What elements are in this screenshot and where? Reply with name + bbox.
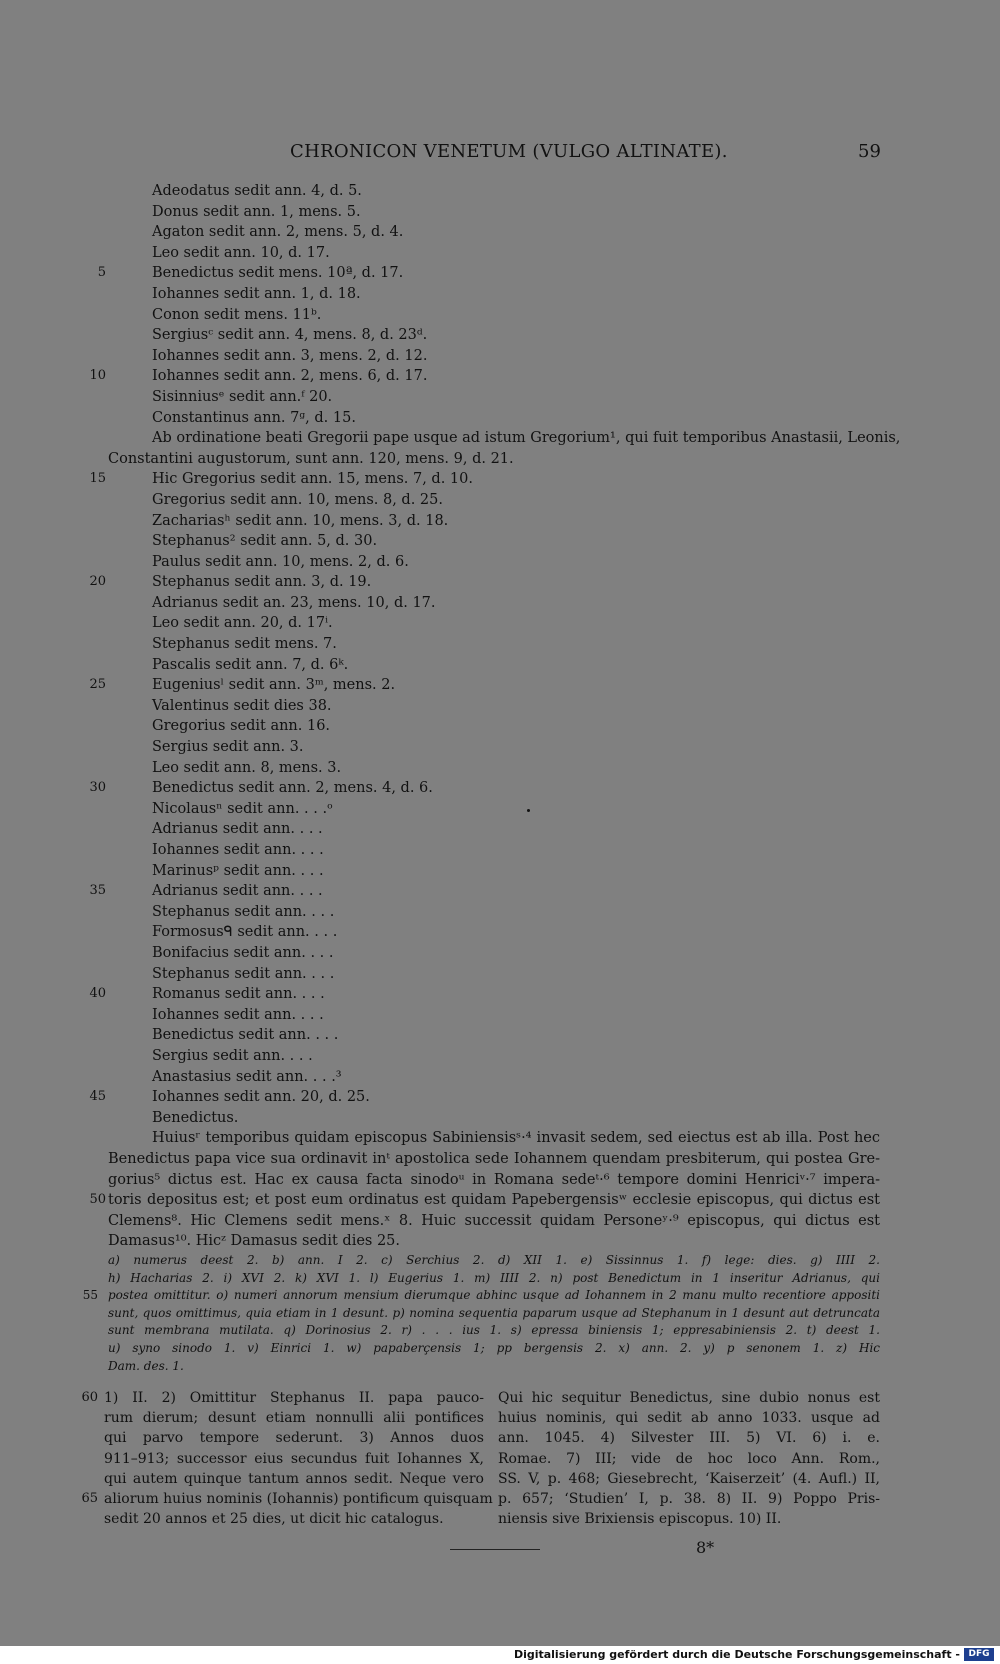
explanatory-notes — [0, 1388, 1000, 1529]
text-line — [0, 696, 1000, 717]
text-line — [0, 675, 1000, 696]
dfg-logo: DFG — [964, 1648, 994, 1661]
text-line — [0, 881, 1000, 902]
text-line — [0, 1067, 1000, 1088]
footnote-line — [0, 1322, 1000, 1340]
line-text: Constantini augustorum, sunt ann. 120, mens. 9, d. 21. — [108, 450, 514, 467]
text-line — [0, 222, 1000, 243]
line-text: Conon sedit mens. 11ᵇ. — [152, 306, 322, 323]
text-line — [0, 902, 1000, 923]
line-text: Iohannes sedit ann. 20, d. 25. — [152, 1089, 370, 1106]
line-text: Adrianus sedit ann. . . . — [152, 821, 323, 838]
line-text: Stephanus sedit ann. . . . — [152, 965, 335, 982]
text-line — [0, 593, 1000, 614]
line-text: Sergius sedit ann. . . . — [152, 1047, 313, 1064]
line-number: 65 — [81, 1490, 98, 1506]
text-line — [0, 840, 1000, 861]
note-left-column: 1) II. 2) Omittitur Stephanus II. papa pauco- — [104, 1390, 484, 1406]
line-text: Iohannes sedit ann. 3, mens. 2, d. 12. — [152, 347, 428, 364]
text-line — [0, 716, 1000, 737]
note-right-column: Qui hic sequitur Benedictus, sine dubio nonus est — [498, 1390, 880, 1406]
line-number: 40 — [89, 986, 106, 1002]
line-text: Constantinus ann. 7ᵍ, d. 15. — [152, 409, 356, 426]
line-number: 5 — [97, 265, 106, 281]
note-left-column: qui parvo tempore sederunt. 3) Annos duos — [104, 1430, 484, 1447]
footnote-text: sunt, quos omittimus, quia etiam in 1 desunt. p) nomina sequentia paparum usque ad Stephanum in 1 desunt aut detruncata — [108, 1305, 880, 1320]
text-line — [0, 366, 1000, 387]
text-line — [0, 552, 1000, 573]
line-text: Adrianus sedit ann. . . . — [152, 883, 323, 900]
line-text: Hic Gregorius sedit ann. 15, mens. 7, d. 10. — [152, 471, 473, 488]
line-number: 10 — [89, 368, 106, 384]
line-text: Bonifacius sedit ann. . . . — [152, 944, 334, 961]
line-number: 45 — [89, 1089, 106, 1105]
line-text: Iohannes sedit ann. 1, d. 18. — [152, 285, 361, 302]
line-text: gorius⁵ dictus est. Hac ex causa facta sinodoᵘ in Romana sedeᵗ·⁶ tempore domini Henriciᵛ·⁷ impera- — [108, 1171, 880, 1188]
line-text: Marinusᵖ sedit ann. . . . — [152, 862, 324, 879]
footnote-text: h) Hacharias 2. i) XVI 2. k) XVI 1. l) Eugerius 1. m) IIII 2. n) post Benedictum in 1 inseritur Adrianus, qui — [108, 1270, 880, 1285]
text-line — [0, 572, 1000, 593]
line-text: Donus sedit ann. 1, mens. 5. — [152, 203, 361, 220]
footnote-text: sunt membrana mutilata. q) Dorinosius 2. r) . . . ius 1. s) epressa biniensis 1; eppresabiniensis 2. t) deest 1. — [108, 1323, 880, 1338]
text-line — [0, 263, 1000, 284]
line-text: Nicolausⁿ sedit ann. . . .ᵒ — [152, 800, 333, 817]
text-line — [0, 1108, 1000, 1129]
note-left-column: rum dierum; desunt etiam nonnulli alii pontifices — [104, 1410, 484, 1427]
text-line — [0, 1128, 1000, 1149]
line-text: Benedictus sedit mens. 10ª, d. 17. — [152, 265, 404, 282]
line-text: Stephanus² sedit ann. 5, d. 30. — [152, 533, 378, 550]
line-text: Benedictus. — [152, 1109, 239, 1126]
line-text: Iohannes sedit ann. 2, mens. 6, d. 17. — [152, 368, 428, 385]
text-line — [0, 634, 1000, 655]
text-line — [0, 449, 1000, 470]
line-text: Romanus sedit ann. . . . — [152, 986, 325, 1003]
text-line — [0, 305, 1000, 326]
text-line — [0, 943, 1000, 964]
digitization-footer — [0, 1646, 1000, 1664]
line-text: Ab ordinatione beati Gregorii pape usque ad istum Gregorium¹, qui fuit temporibus Anastasii, Leonis, — [152, 430, 901, 447]
text-line — [0, 1046, 1000, 1067]
text-line — [0, 613, 1000, 634]
text-line — [0, 737, 1000, 758]
text-line — [0, 984, 1000, 1005]
footnote-line — [0, 1305, 1000, 1323]
text-line — [0, 861, 1000, 882]
note-right-column: niensis sive Brixiensis episcopus. 10) II. — [498, 1511, 782, 1528]
note-right-column: Romae. 7) III; vide de hoc loco Ann. Rom., — [498, 1450, 880, 1467]
footnote-line — [0, 1358, 1000, 1376]
running-header — [0, 141, 1000, 165]
text-line — [0, 202, 1000, 223]
line-text: Adeodatus sedit ann. 4, d. 5. — [152, 183, 362, 199]
text-line — [0, 325, 1000, 346]
line-text: Zachariasʰ sedit ann. 10, mens. 3, d. 18. — [152, 512, 449, 529]
line-text: Paulus sedit ann. 10, mens. 2, d. 6. — [152, 553, 409, 570]
line-text: Stephanus sedit ann. . . . — [152, 903, 335, 920]
text-line — [0, 387, 1000, 408]
footnote-line — [0, 1287, 1000, 1305]
text-line — [0, 408, 1000, 429]
text-line — [0, 655, 1000, 676]
footnote-text: a) numerus deest 2. b) ann. I 2. c) Serchius 2. d) XII 1. e) Sissinnus 1. f) lege: dies. g) IIII 2. — [108, 1253, 880, 1267]
separator-rule — [450, 1549, 540, 1550]
line-text: Gregorius sedit ann. 16. — [152, 718, 331, 735]
note-left-column: qui autem quinque tantum annos sedit. Neque vero — [104, 1470, 484, 1487]
text-line — [0, 1190, 1000, 1211]
note-line — [0, 1408, 1000, 1428]
note-left-column: 911–913; successor eius secundus fuit Iohannes X, — [104, 1450, 484, 1467]
text-line — [0, 922, 1000, 943]
note-left-column: aliorum huius nominis (Iohannis) pontificum quisquam — [104, 1490, 493, 1507]
line-number: 60 — [81, 1390, 98, 1405]
chronicle-text — [0, 181, 1000, 1252]
line-text: Formosusᑫ sedit ann. . . . — [152, 924, 338, 941]
line-text: Benedictus sedit ann. 2, mens. 4, d. 6. — [152, 780, 433, 797]
text-line — [0, 1149, 1000, 1170]
page-number: 59 — [858, 141, 881, 162]
note-line — [0, 1509, 1000, 1529]
text-line — [0, 758, 1000, 779]
line-text: Gregorius sedit ann. 10, mens. 8, d. 25. — [152, 491, 443, 508]
text-line — [0, 284, 1000, 305]
line-number: 20 — [89, 574, 106, 590]
footnote-text: Dam. des. 1. — [108, 1358, 184, 1373]
critical-apparatus — [0, 1252, 1000, 1375]
line-text: Leo sedit ann. 10, d. 17. — [152, 244, 330, 261]
text-line — [0, 799, 1000, 820]
text-line — [0, 428, 1000, 449]
text-line — [0, 964, 1000, 985]
line-text: Stephanus sedit mens. 7. — [152, 636, 337, 653]
line-text: Clemens⁸. Hic Clemens sedit mens.ˣ 8. Huic successit quidam Personeʸ·⁹ episcopus, qui dictus est — [108, 1212, 880, 1229]
text-line — [0, 1231, 1000, 1252]
line-text: Leo sedit ann. 8, mens. 3. — [152, 759, 342, 776]
text-line — [0, 1211, 1000, 1232]
line-text: Pascalis sedit ann. 7, d. 6ᵏ. — [152, 656, 349, 673]
signature-mark: 8* — [696, 1538, 715, 1557]
note-line — [0, 1469, 1000, 1489]
ink-speck — [527, 809, 530, 812]
line-text: Iohannes sedit ann. . . . — [152, 1006, 324, 1023]
text-line — [0, 778, 1000, 799]
text-line — [0, 511, 1000, 532]
line-number: 25 — [89, 677, 106, 693]
note-line — [0, 1388, 1000, 1408]
line-text: Valentinus sedit dies 38. — [152, 697, 332, 714]
line-text: Leo sedit ann. 20, d. 17ⁱ. — [152, 615, 333, 632]
line-text: Damasus¹⁰. Hicᶻ Damasus sedit dies 25. — [108, 1233, 401, 1250]
footer-credit: Digitalisierung gefördert durch die Deutsche Forschungsgemeinschaft - — [513, 1648, 960, 1661]
line-text: Benedictus papa vice sua ordinavit inᵗ apostolica sede Iohannem quendam presbiterum, qui postea Gre- — [108, 1150, 880, 1167]
line-number: 15 — [89, 471, 106, 487]
note-right-column: huius nominis, qui sedit ab anno 1033. usque ad — [498, 1410, 880, 1427]
line-text: Iohannes sedit ann. . . . — [152, 842, 324, 858]
text-line — [0, 819, 1000, 840]
line-text: Agaton sedit ann. 2, mens. 5, d. 4. — [152, 224, 404, 241]
footnote-text: postea omittitur. o) numeri annorum mensium dierumque abhinc usque ad Iohannem in 2 manu multo recentiore appositi — [108, 1288, 880, 1303]
line-text: Huiusʳ temporibus quidam episcopus Sabiniensisˢ·⁴ invasit sedem, sed eiectus est ab illa. Post hec — [152, 1130, 880, 1147]
text-line — [0, 1005, 1000, 1026]
text-line — [0, 469, 1000, 490]
note-right-column: p. 657; ‘Studien’ I, p. 38. 8) II. 9) Poppo Pris- — [498, 1490, 880, 1507]
line-number: 35 — [89, 883, 106, 899]
line-text: Eugeniusˡ sedit ann. 3ᵐ, mens. 2. — [152, 677, 396, 694]
text-line — [0, 1025, 1000, 1046]
line-number: 50 — [89, 1192, 106, 1208]
running-title: CHRONICON VENETUM (VULGO ALTINATE). — [290, 141, 728, 162]
text-line — [0, 1170, 1000, 1191]
line-number: 30 — [89, 780, 106, 796]
note-line — [0, 1428, 1000, 1448]
note-right-column: ann. 1045. 4) Silvester III. 5) VI. 6) i. e. — [498, 1430, 880, 1447]
text-line — [0, 490, 1000, 511]
line-number: 55 — [82, 1288, 98, 1303]
footnote-line — [0, 1270, 1000, 1288]
line-text: toris depositus est; et post eum ordinatus est quidam Papebergensisʷ ecclesie episcopus, qui dictus est — [108, 1192, 880, 1209]
line-text: Adrianus sedit an. 23, mens. 10, d. 17. — [152, 594, 436, 611]
text-line — [0, 181, 1000, 202]
line-text: Sisinniusᵉ sedit ann.ᶠ 20. — [152, 388, 333, 405]
line-text: Sergiusᶜ sedit ann. 4, mens. 8, d. 23ᵈ. — [152, 327, 428, 344]
note-left-column: sedit 20 annos et 25 dies, ut dicit hic catalogus. — [104, 1511, 444, 1528]
line-text: Benedictus sedit ann. . . . — [152, 1027, 339, 1044]
text-line — [0, 531, 1000, 552]
line-text: Anastasius sedit ann. . . .³ — [152, 1068, 342, 1085]
note-right-column: SS. V, p. 468; Giesebrecht, ‘Kaiserzeit’ (4. Aufl.) II, — [498, 1470, 880, 1487]
note-line — [0, 1489, 1000, 1509]
text-line — [0, 1087, 1000, 1108]
text-line — [0, 243, 1000, 264]
footnote-line — [0, 1252, 1000, 1270]
line-text: Sergius sedit ann. 3. — [152, 739, 304, 756]
text-line — [0, 346, 1000, 367]
line-text: Stephanus sedit ann. 3, d. 19. — [152, 574, 372, 591]
footnote-line — [0, 1340, 1000, 1358]
footnote-text: u) syno sinodo 1. v) Einrici 1. w) papaberçensis 1; pp bergensis 2. x) ann. 2. y) p senonem 1. z) Hic — [108, 1340, 880, 1355]
note-line — [0, 1449, 1000, 1469]
